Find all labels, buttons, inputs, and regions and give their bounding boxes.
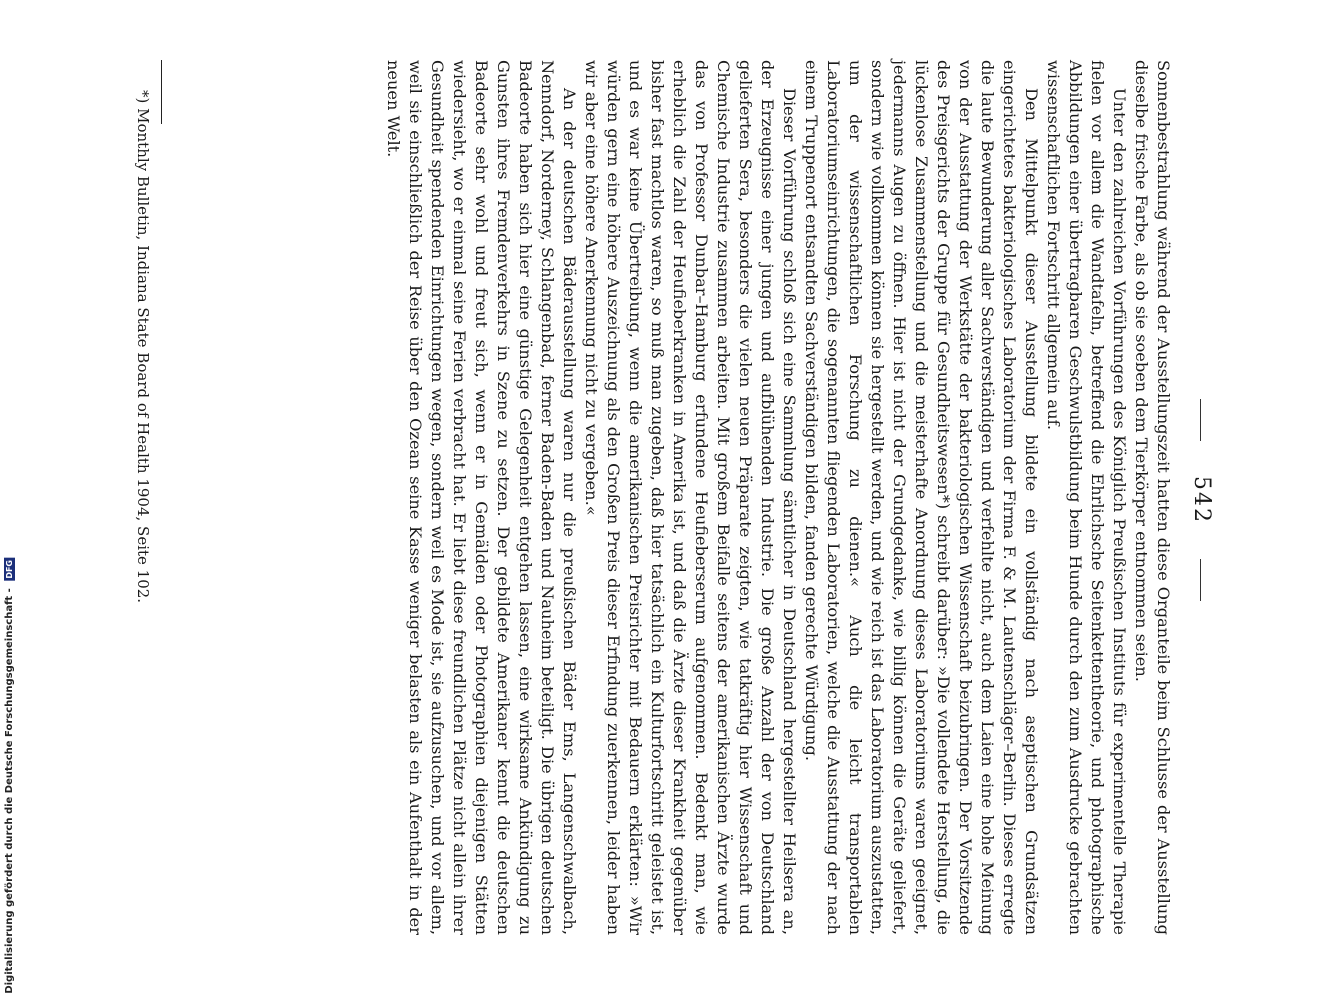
page-header	[1189, 0, 1214, 1000]
body-text	[382, 60, 1174, 935]
paragraph: An der deutschen Bäderausstellung waren nur die preußischen Bäder Ems, Langenschwalbach, Nenndorf, Norderney, Schlangenbad, ferner Baden-Baden und Nauheim beteiligt. Die übrigen deutschen Badeorte haben sich hier eine günstige Gelegenheit entgehen lassen, eine wirksame Ankündigung zu Gunsten ihres Fremdenverkehrs in Szene zu setzen. Der gebildete Amerikaner kennt die deutschen Badeorte sehr wohl und freut sich, wenn er in Gemälden oder Photographien diejenigen Stätten wiedersieht, wo er einmal seine Ferien verbracht hat. Er liebt diese freundlichen Plätze nicht allein ihrer Gesundheit spendenden Einrichtungen wegen, sondern weil es Mode ist, sie aufzusuchen, und vor allem, weil sie einschließlich der Reise über den Ozean seine Kasse weniger belasten als ein Aufenthalt in der neuen Welt.	[384, 60, 579, 935]
digitization-credit	[4, 558, 15, 994]
footnote: *) Monthly Bulletin, Indiana State Board of Health 1904, Seite 102.	[134, 90, 152, 604]
paragraph: Dieser Vorführung schloß sich eine Sammlung sämtlicher in Deutschland hergestellter Heilsera an, der Erzeugnisse einer jungen und aufblühenden Industrie. Die große Anzahl der von Deutschland gelieferten Sera, besonders die vielen neuen Präparate zeigten, wie tatkräftig hier Wissenschaft und Chemische Industrie zusammen arbeiten. Mit großem Beifalle seitens der amerikanischen Ärzte wurde das von Professor Dunbar–Hamburg erfundene Heufieberserum aufgenommen. Bedenkt man, wie erheblich die Zahl der Heufieberkranken in Amerika ist, und daß die Ärzte dieser Krankheit gegenüber bisher fast machtlos waren, so muß man zugeben, daß hier tatsächlich ein Kulturfortschritt geleistet ist, und es war keine Übertreibung, wenn die amerikanischen Preisrichter mit Bedauern erklärten: »Wir würden gern eine höhere Auszeichnung als den Großen Preis dieser Erfindung zuerkennen, leider haben wir aber eine höhere Anerkennung nicht zu vergeben.«	[582, 60, 799, 935]
paragraph: Sonnenbestrahlung während der Ausstellungszeit hatten diese Organteile beim Schlusse der Ausstellung dieselbe frische Farbe, als ob sie soeben dem Tierkörper entnommen seien.	[1132, 60, 1173, 935]
dfg-logo: DFG	[5, 560, 14, 579]
footnote-divider	[161, 60, 162, 124]
paragraph: Den Mittelpunkt dieser Ausstellung bildete ein vollständig nach aseptischen Grundsätzen eingerichtetes bakteriologisches Laboratorium der Firma F. & M. Lautenschläger–Berlin. Dieses erregte die laute Bewunderung aller Sachverständigen und verfehlte nicht, auch dem Laien eine hohe Meinung von der Ausstattung der Werkstätte der bakteriologischen Wissenschaft beizubringen. Der Vorsitzende des Preisgerichts der Gruppe für Gesundheitswesen*) schreibt darüber: »Die vollendete Herstellung, die lückenlose Zusammenstellung und die meisterhafte Anordnung dieses Laboratoriums waren geeignet, jedermanns Augen zu öffnen. Hier ist nicht der Grundgedanke, wie billig können die Geräte geliefert, sondern wie vollkommen können sie hergestellt werden, und wie reich ist das Laboratorium auszustatten, um der wissenschaftlichen Forschung zu dienen.« Auch die leicht transportablen Laboratoriumseinrichtungen, die sogenannten fliegenden Laboratorien, welche die Ausstattung der nach einem Truppenort entsandten Sachverständigen bilden, fanden gerechte Würdigung.	[802, 60, 1041, 935]
paragraph: Unter den zahlreichen Vorführungen des Königlich Preußischen Instituts für experimentelle Therapie fielen vor allem die Wandtafeln, betreffend die Ehrlichsche Seitenkettentheorie, und photographische Abbildungen einer übertragbaren Geschwulstbildung beim Hunde durch den zum Ausdrucke gebrachten wissenschaftlichen Fortschritt allgemein auf.	[1044, 60, 1129, 935]
credit-text: Digitalisierung gefördert durch die Deutsche Forschungsgemeinschaft -	[4, 588, 15, 994]
header-rule-right	[1201, 559, 1202, 601]
page-number: 542	[1189, 476, 1214, 524]
header-rule-left	[1201, 399, 1202, 441]
